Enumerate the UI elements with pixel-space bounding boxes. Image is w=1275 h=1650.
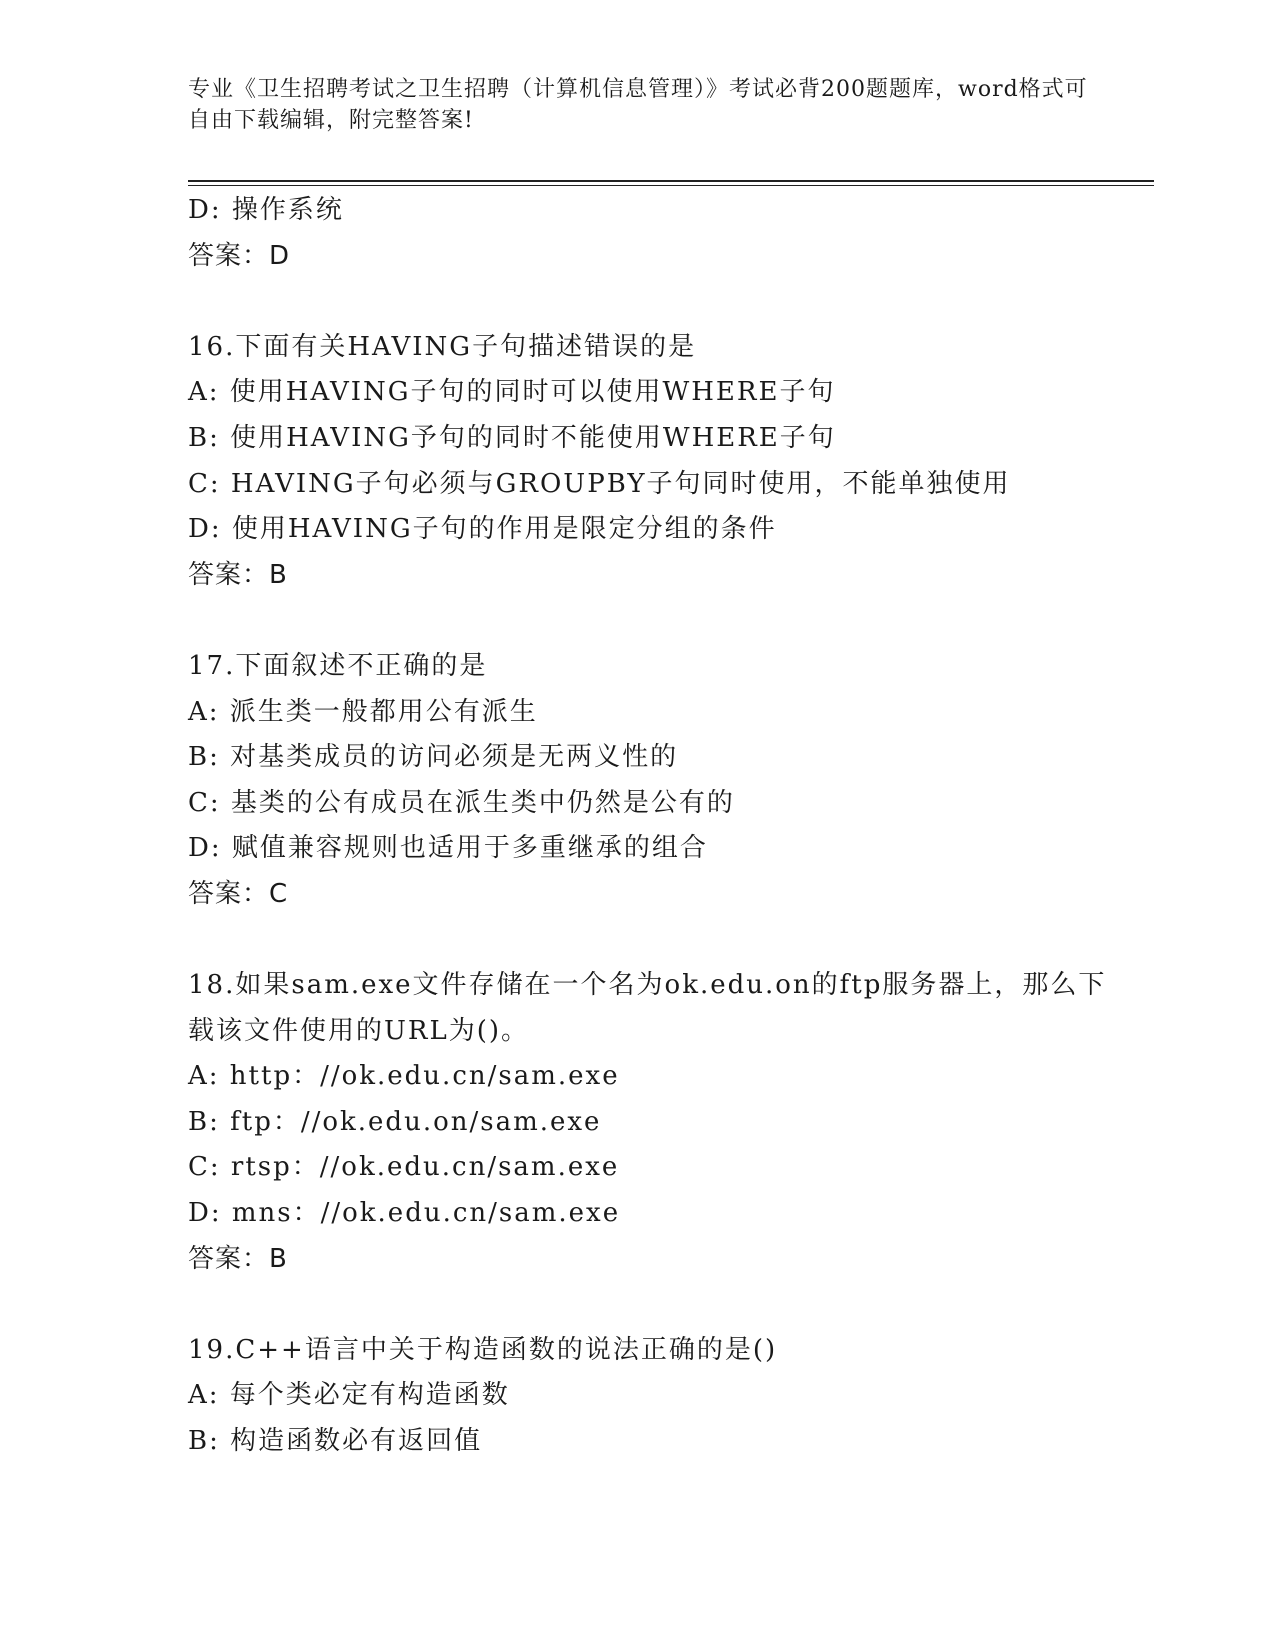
spacer (188, 279, 1108, 325)
question-17 (188, 644, 1108, 918)
option-b: B: 使用HAVING予句的同时不能使用WHERE子句 (188, 422, 836, 453)
question-16 (188, 325, 1108, 599)
question-stem: 18.如果sam.exe文件存储在一个名为ok.edu.on的ftp服务器上，那么下载该文件使用的URL为()。 (188, 970, 1107, 1046)
option-a: A: 使用HAVING子句的同时可以使用WHERE子句 (188, 377, 836, 408)
option-c: C: 基类的公有成员在派生类中仍然是公有的 (188, 787, 735, 818)
option-d: D: 赋值兼容规则也适用于多重继承的组合 (188, 833, 708, 864)
spacer (188, 918, 1108, 964)
option-d: D: 使用HAVING子句的作用是限定分组的条件 (188, 514, 777, 545)
header-title: 专业《卫生招聘考试之卫生招聘（计算机信息管理）》考试必背200题题库，word格式可自由下载编辑，附完整答案! (188, 77, 1088, 133)
carryover-option-d: D: 操作系统 (188, 195, 344, 225)
answer: 答案：B (188, 1243, 288, 1274)
option-a: A: 每个类必定有构造函数 (188, 1380, 510, 1411)
spacer (188, 1282, 1108, 1328)
option-a: A: http：//ok.edu.cn/sam.exe (188, 1061, 620, 1092)
option-d: D: mns：//ok.edu.cn/sam.exe (188, 1198, 621, 1229)
question-19 (188, 1328, 1108, 1465)
question-stem: 16.下面有关HAVING子句描述错误的是 (188, 331, 697, 362)
option-b: B: ftp：//ok.edu.on/sam.exe (188, 1106, 602, 1137)
question-stem: 17.下面叙述不正确的是 (188, 650, 488, 681)
option-a: A: 派生类一般都用公有派生 (188, 696, 538, 727)
header-divider-thick (188, 180, 1154, 182)
option-b: B: 构造函数必有返回值 (188, 1426, 483, 1457)
option-c: C: HAVING子句必须与GROUPBY子句同时使用，不能单独使用 (188, 468, 1011, 499)
question-stem: 19.C++语言中关于构造函数的说法正确的是() (188, 1334, 778, 1365)
header-divider-thin (188, 185, 1154, 186)
document-header (188, 74, 1088, 136)
option-b: B: 对基类成员的访问必须是无两义性的 (188, 742, 679, 773)
spacer (188, 598, 1108, 644)
answer: 答案：C (188, 878, 289, 909)
option-c: C: rtsp：//ok.edu.cn/sam.exe (188, 1152, 620, 1183)
carryover-answer: 答案：D (188, 240, 291, 271)
question-list (188, 188, 1108, 1465)
answer: 答案：B (188, 559, 288, 590)
question-18 (188, 963, 1108, 1282)
